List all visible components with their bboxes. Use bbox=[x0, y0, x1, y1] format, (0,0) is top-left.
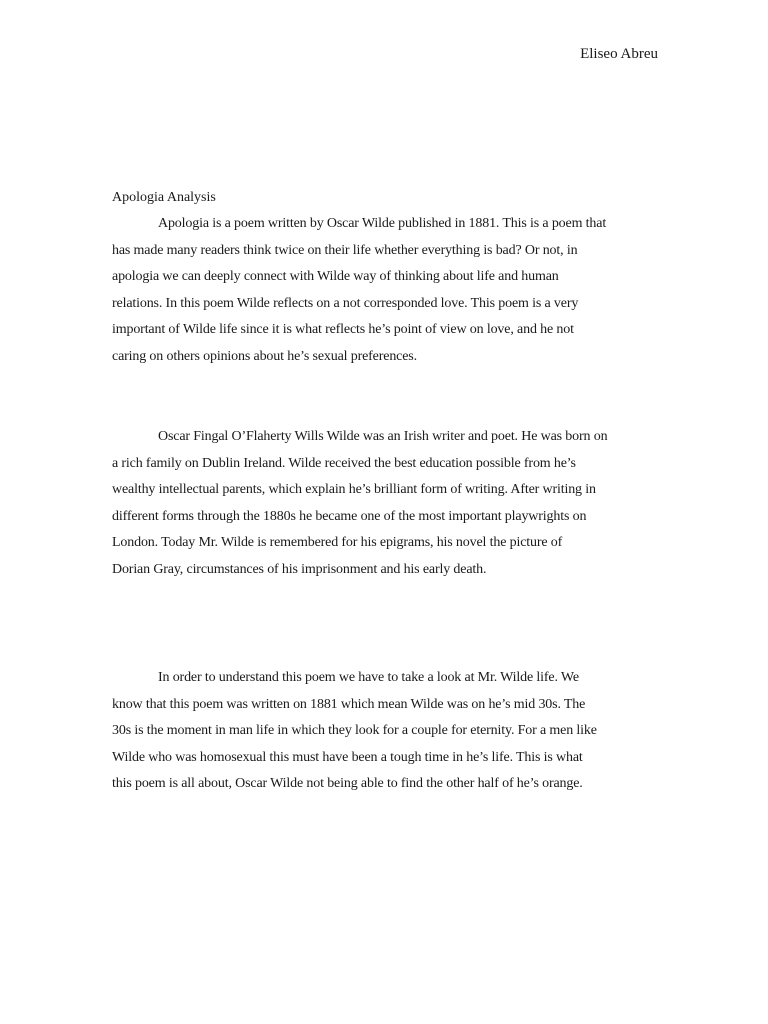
paragraph-line: apologia we can deeply connect with Wilde way of thinking about life and human bbox=[112, 269, 559, 285]
author-name: Eliseo Abreu bbox=[580, 46, 658, 62]
paragraph-biography bbox=[112, 424, 652, 584]
paragraph-line: wealthy intellectual parents, which explain he’s brilliant form of writing. After writing in bbox=[112, 482, 596, 498]
paragraph-line: 30s is the moment in man life in which they look for a couple for eternity. For a men like bbox=[112, 723, 597, 739]
paragraph-line: Oscar Fingal O’Flaherty Wills Wilde was an Irish writer and poet. He was born on bbox=[158, 429, 608, 444]
paragraph-line: important of Wilde life since it is what reflects he’s point of view on love, and he not bbox=[112, 322, 574, 338]
paragraph-line: Apologia is a poem written by Oscar Wilde published in 1881. This is a poem that bbox=[158, 216, 607, 231]
paragraph-line: this poem is all about, Oscar Wilde not being able to find the other half of he’s orange. bbox=[112, 776, 583, 792]
paragraph-introduction bbox=[112, 211, 652, 371]
paragraph-line: different forms through the 1880s he became one of the most important playwrights on bbox=[112, 508, 587, 524]
paragraph-line: a rich family on Dublin Ireland. Wilde received the best education possible from he’s bbox=[112, 455, 576, 471]
paragraph-line: has made many readers think twice on their life whether everything is bad? Or not, in bbox=[112, 242, 578, 258]
paragraph-line: In order to understand this poem we have to take a look at Mr. Wilde life. We bbox=[158, 670, 579, 685]
paragraph-line: London. Today Mr. Wilde is remembered for his epigrams, his novel the picture of bbox=[112, 535, 563, 551]
paragraph-line: caring on others opinions about he’s sexual preferences. bbox=[112, 348, 417, 364]
document-title: Apologia Analysis bbox=[112, 190, 216, 205]
paragraph-line: know that this poem was written on 1881 which mean Wilde was on he’s mid 30s. The bbox=[112, 696, 586, 712]
paragraph-context bbox=[112, 665, 652, 798]
paragraph-line: relations. In this poem Wilde reflects on a not corresponded love. This poem is a very bbox=[112, 295, 579, 311]
paragraph-line: Wilde who was homosexual this must have been a tough time in he’s life. This is what bbox=[112, 749, 583, 765]
paragraph-line: Dorian Gray, circumstances of his imprisonment and his early death. bbox=[112, 561, 487, 577]
